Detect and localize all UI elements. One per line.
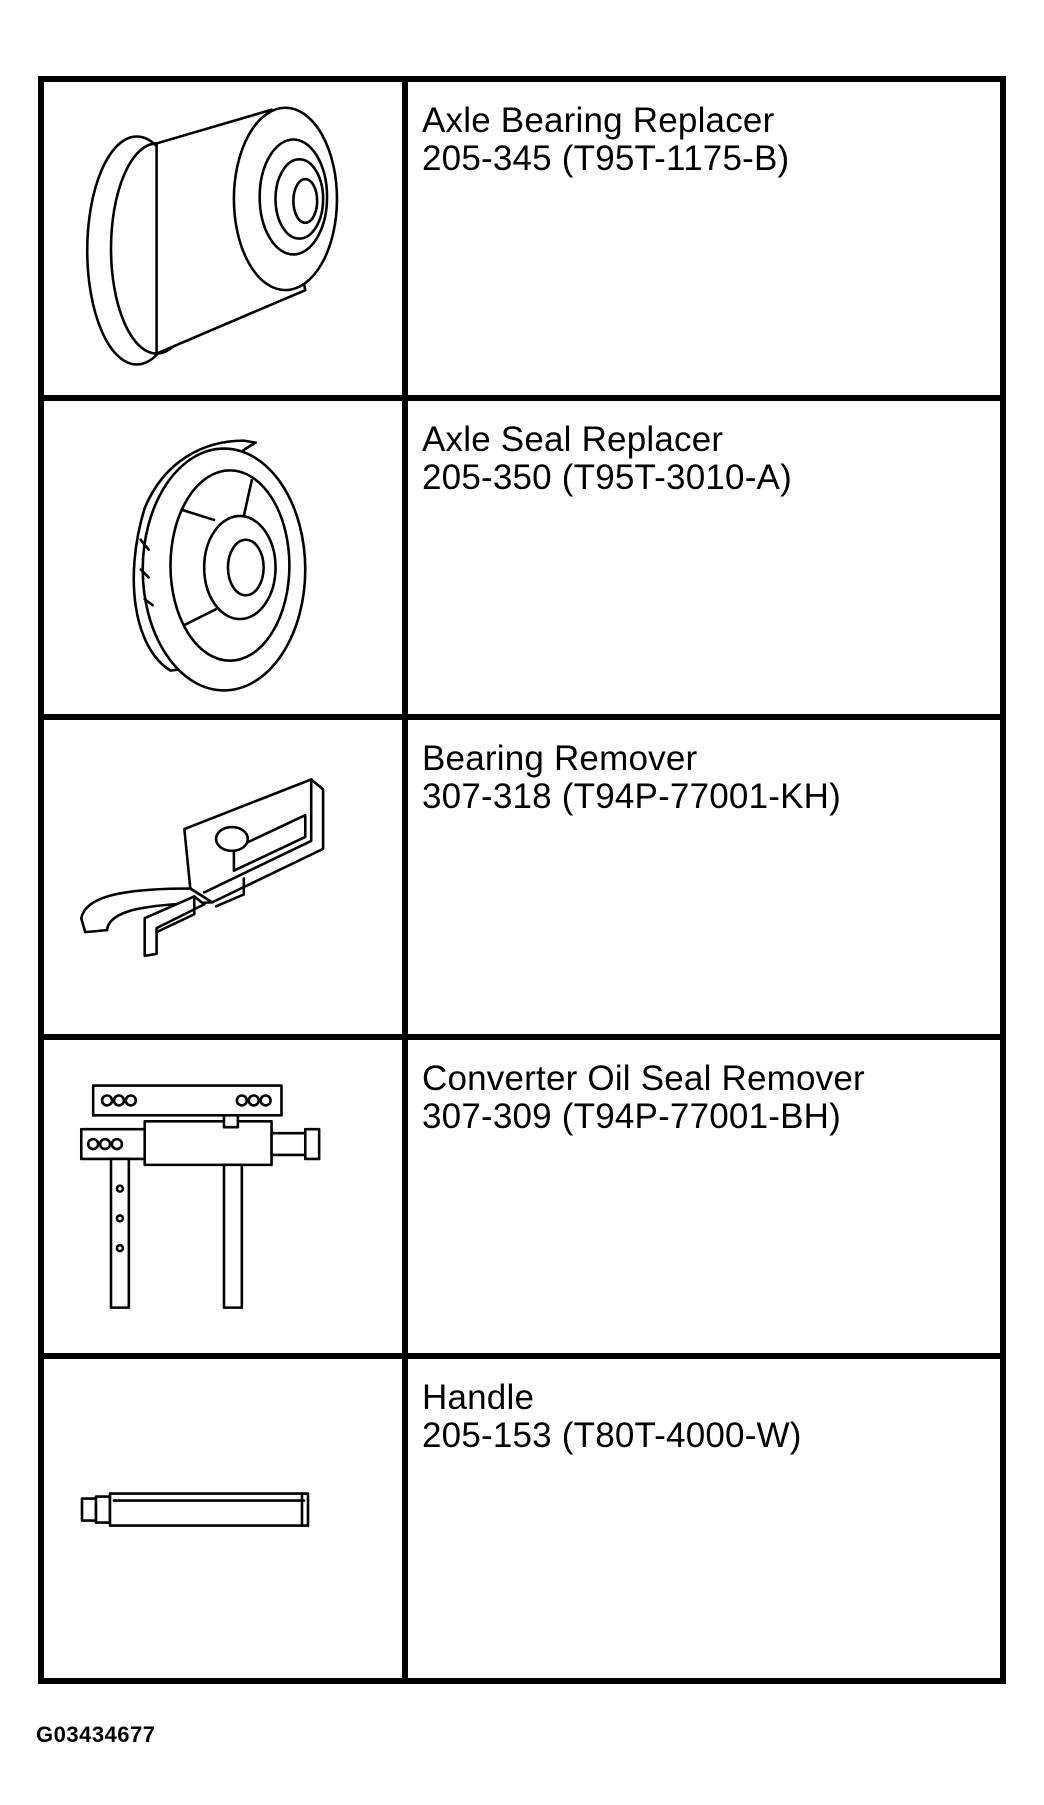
tool-info-cell [408,1040,1000,1359]
tool-image-cell [44,720,408,1039]
tool-name: Axle Bearing Replacer [422,101,775,140]
special-tools-table [38,76,1006,1684]
tool-info-cell [408,1359,1000,1678]
tool-info-cell [408,82,1000,401]
converter-oil-seal-remover-icon [44,1040,402,1353]
tool-part-number: 205-345 (T95T-1175-B) [422,139,790,178]
axle-seal-replacer-icon [44,401,402,714]
tool-image-cell [44,401,408,720]
tool-name: Handle [422,1377,535,1417]
handle-icon [44,1359,402,1678]
tool-name: Bearing Remover [422,739,698,779]
tool-part-number: 205-153 (T80T-4000-W) [422,1415,802,1455]
tool-part-number: 205-350 (T95T-3010-A) [422,458,792,498]
bearing-remover-icon [44,720,402,1033]
tool-image-cell [44,1040,408,1359]
tool-image-cell [44,82,408,401]
figure-id: G03434677 [36,1722,156,1747]
tool-part-number: 307-318 (T94P-77001-KH) [422,777,841,817]
tool-image-cell [44,1359,408,1678]
axle-bearing-replacer-icon [44,82,402,395]
tool-info-cell [408,401,1000,720]
tool-name: Axle Seal Replacer [422,420,724,460]
tool-info-cell [408,720,1000,1039]
tool-name: Converter Oil Seal Remover [422,1058,865,1098]
tool-part-number: 307-309 (T94P-77001-BH) [422,1096,841,1136]
